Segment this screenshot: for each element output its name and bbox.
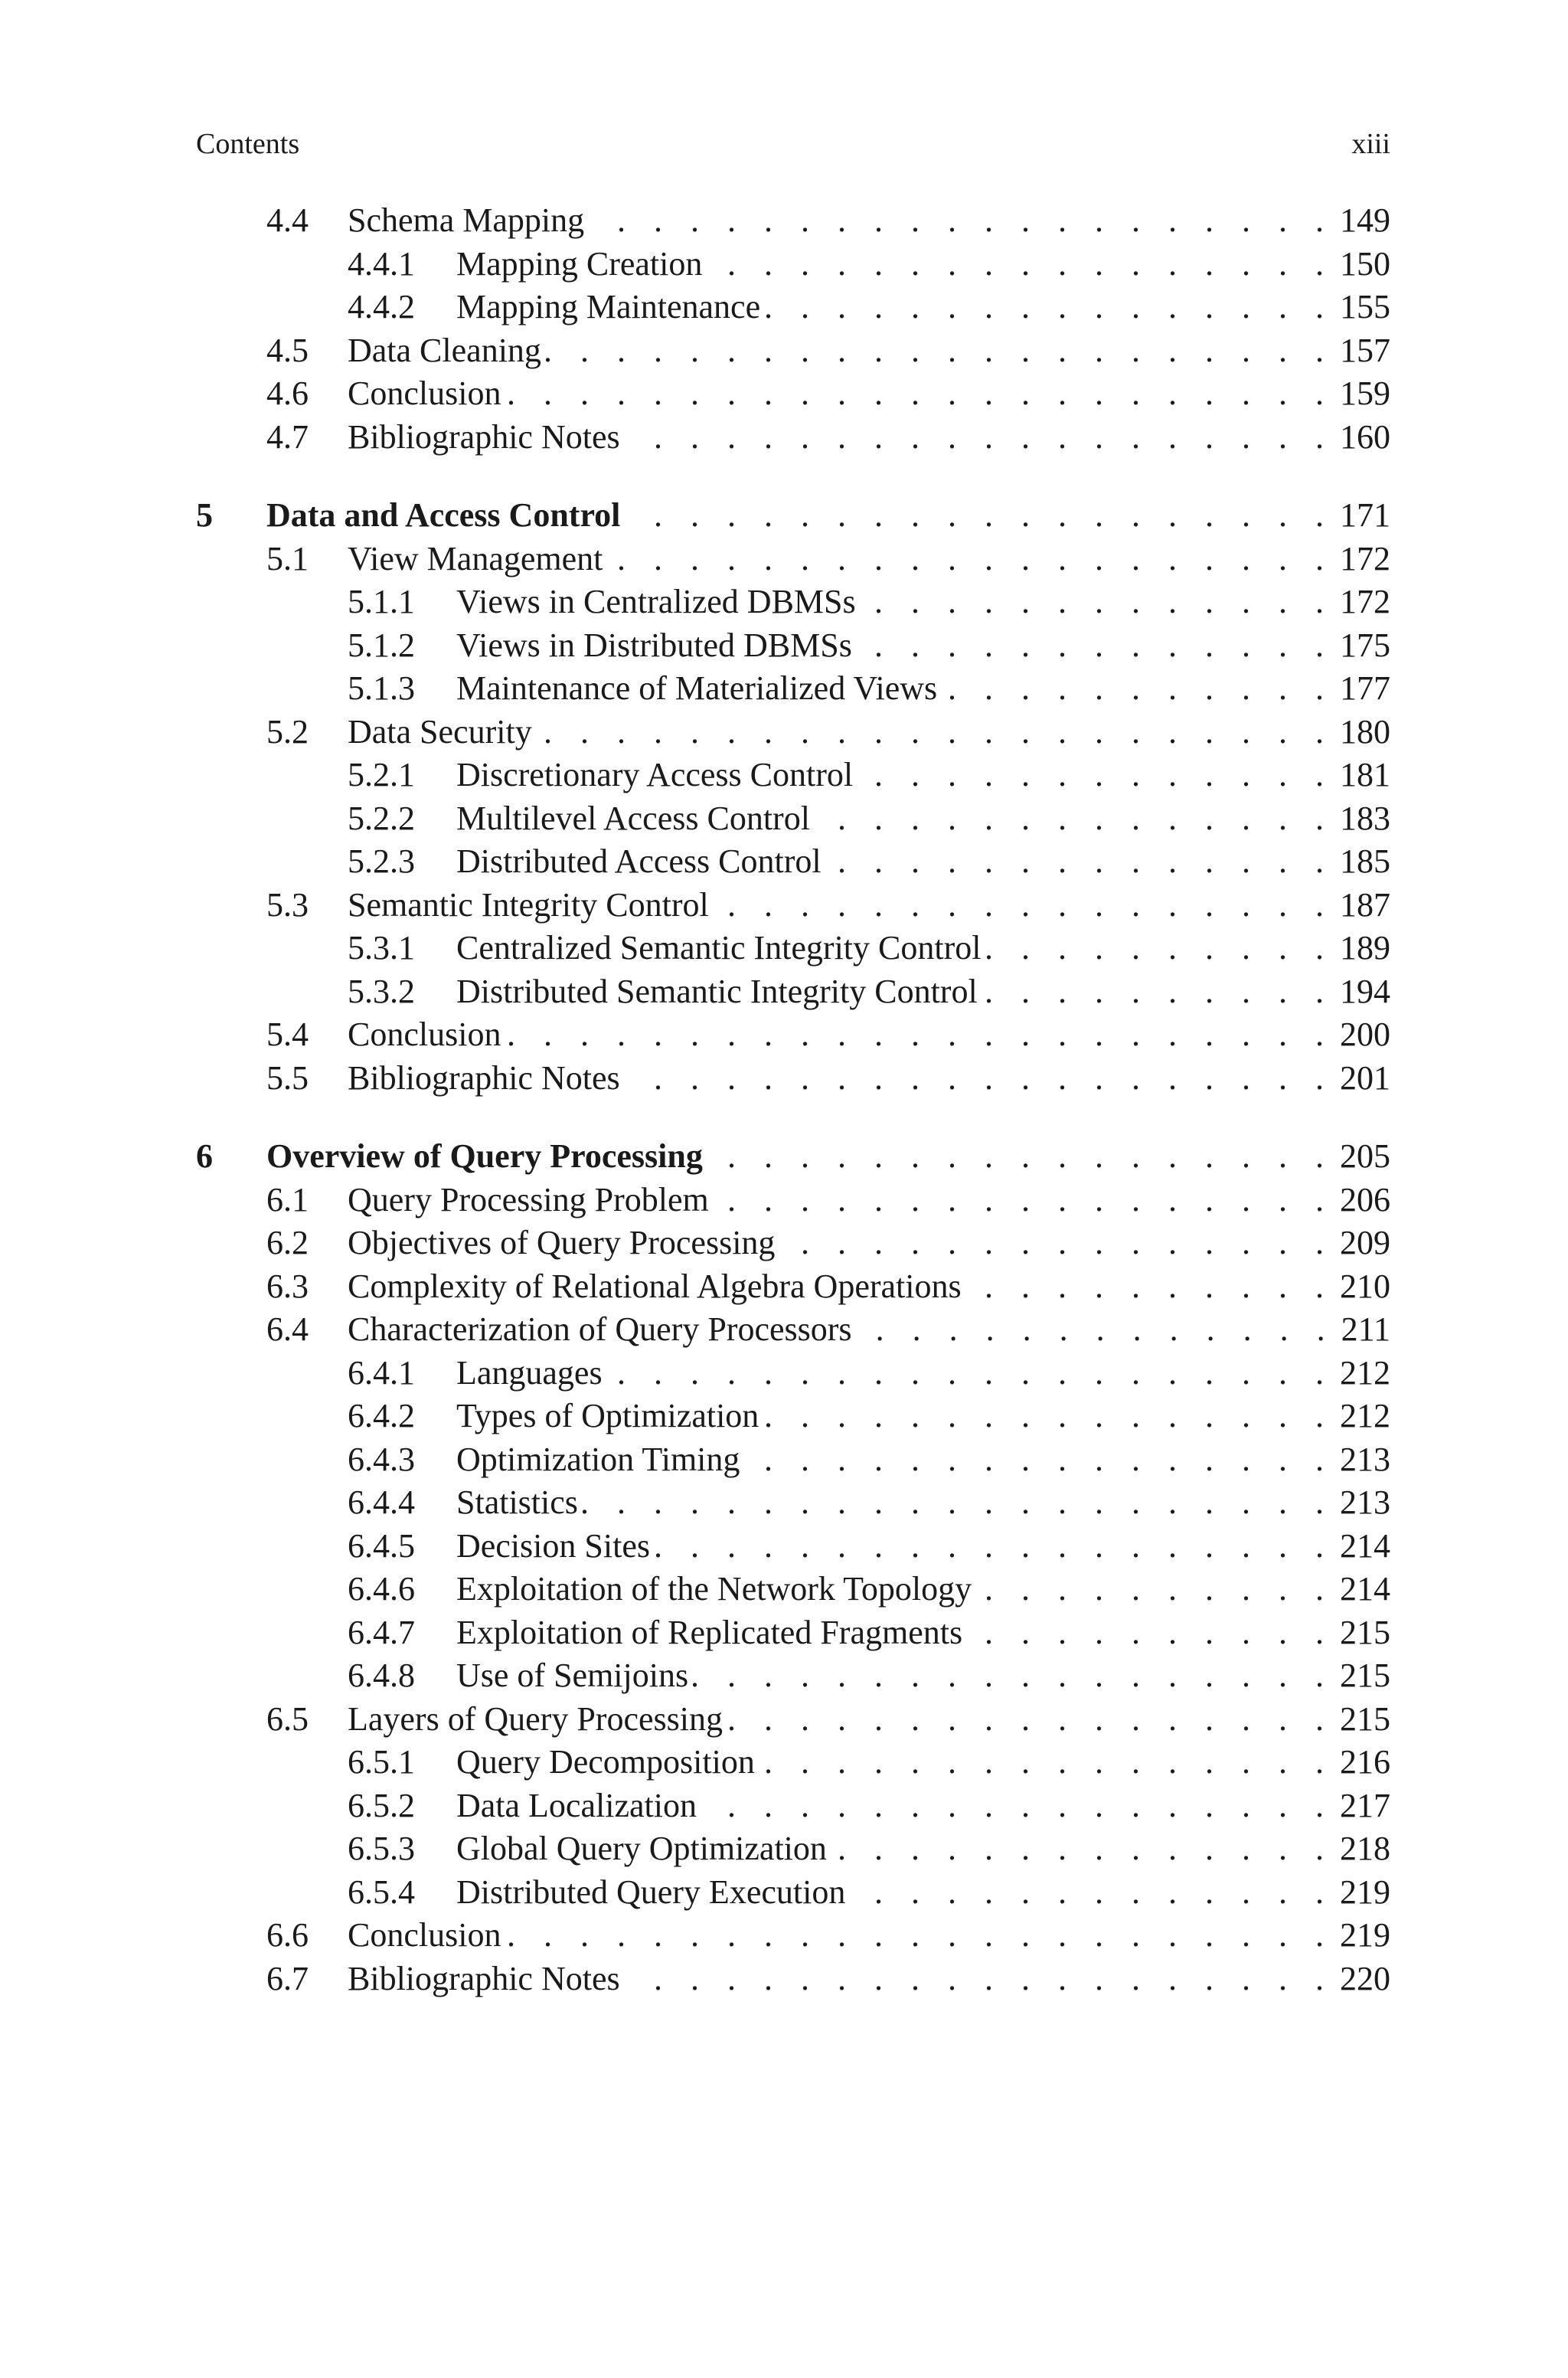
toc-entry-page: 155 — [1340, 288, 1390, 325]
toc-entry-line — [348, 1057, 1390, 1100]
toc-entry-line — [456, 624, 1390, 667]
toc-entry-title: Languages — [456, 1352, 607, 1395]
toc-entry-title: Maintenance of Materialized Views — [456, 667, 942, 710]
toc-entry-section[interactable] — [196, 1265, 1390, 1308]
toc-entry-section[interactable] — [196, 1698, 1390, 1741]
toc-entry-title: Distributed Access Control — [456, 840, 826, 883]
dot-leader — [815, 797, 1334, 840]
toc-entry-line — [348, 538, 1390, 581]
toc-entry-number: 4.6 — [266, 375, 309, 412]
toc-entry-subsection[interactable] — [196, 1438, 1390, 1481]
toc-entry-number: 6.4.3 — [348, 1441, 415, 1478]
toc-entry-number: 6.5.1 — [348, 1743, 415, 1781]
dot-leader — [858, 754, 1334, 796]
toc-entry-line — [348, 372, 1390, 415]
dot-leader — [625, 416, 1334, 459]
toc-entry-subsection[interactable] — [196, 1654, 1390, 1697]
dot-leader — [942, 667, 1334, 710]
toc-entry-line — [348, 329, 1390, 372]
toc-entry-number: 6.4.8 — [348, 1657, 415, 1694]
toc-entry-number: 6 — [196, 1137, 213, 1175]
toc-entry-subsection[interactable] — [196, 243, 1390, 286]
toc-entry-number: 5.5 — [266, 1059, 309, 1097]
running-head — [196, 127, 1390, 161]
toc-entry-number: 6.4.4 — [348, 1483, 415, 1521]
toc-entry-section[interactable] — [196, 1914, 1390, 1957]
toc-entry-line — [456, 1395, 1390, 1438]
toc-entry-subsection[interactable] — [196, 970, 1390, 1013]
dot-leader — [589, 199, 1334, 242]
toc-entry-page: 213 — [1340, 1441, 1390, 1478]
dot-leader — [583, 1481, 1334, 1524]
toc-entry-page: 205 — [1340, 1137, 1390, 1175]
toc-entry-subsection[interactable] — [196, 1352, 1390, 1395]
toc-entry-line — [456, 1352, 1390, 1395]
toc-entry-number: 6.5.3 — [348, 1830, 415, 1867]
toc-entry-line — [456, 1741, 1390, 1784]
toc-entry-section[interactable] — [196, 1958, 1390, 2000]
toc-entry-page: 160 — [1340, 418, 1390, 456]
toc-entry-title: Bibliographic Notes — [348, 1057, 625, 1100]
toc-entry-section[interactable] — [196, 1222, 1390, 1264]
running-head-title: Contents — [196, 128, 300, 160]
toc-entry-page: 212 — [1340, 1354, 1390, 1392]
toc-entry-line — [456, 797, 1390, 840]
toc-entry-number: 5.2 — [266, 713, 309, 751]
dot-leader — [607, 538, 1334, 581]
toc-entry-number: 6.6 — [266, 1916, 309, 1954]
dot-leader — [976, 1568, 1334, 1611]
toc-entry-title: Objectives of Query Processing — [348, 1222, 779, 1264]
toc-entry-title: Distributed Semantic Integrity Control — [456, 970, 982, 1013]
toc-entry-line — [456, 1654, 1390, 1697]
toc-entry-subsection[interactable] — [196, 1827, 1390, 1870]
toc-entry-line — [456, 286, 1390, 329]
toc-entry-title: Bibliographic Notes — [348, 416, 625, 459]
toc-entry-page: 218 — [1340, 1830, 1390, 1867]
dot-leader — [763, 1395, 1334, 1438]
toc-entry-chapter[interactable] — [196, 1135, 1390, 1178]
toc-entry-subsection[interactable] — [196, 927, 1390, 970]
toc-entry-number: 4.4 — [266, 201, 309, 239]
dot-leader — [505, 372, 1334, 415]
toc-entry-title: Mapping Maintenance — [456, 286, 765, 329]
dot-leader — [850, 1871, 1334, 1914]
dot-leader — [831, 1827, 1334, 1870]
dot-leader — [765, 286, 1334, 329]
toc-entry-line — [348, 711, 1390, 754]
toc-entry-subsection[interactable] — [196, 1481, 1390, 1524]
toc-entry-section[interactable] — [196, 538, 1390, 581]
dot-leader — [546, 329, 1334, 372]
dot-leader — [537, 711, 1334, 754]
dot-leader — [857, 624, 1334, 667]
toc-entry-subsection[interactable] — [196, 624, 1390, 667]
toc-entry-title: Types of Optimization — [456, 1395, 763, 1438]
toc-entry-number: 6.4.6 — [348, 1570, 415, 1608]
toc-entry-line — [348, 199, 1390, 242]
toc-entry-section[interactable] — [196, 416, 1390, 459]
toc-entry-number: 5.1.3 — [348, 669, 415, 707]
dot-leader — [655, 1525, 1334, 1568]
toc-entry-number: 6.5.4 — [348, 1873, 415, 1911]
toc-entry-title: Mapping Creation — [456, 243, 707, 286]
toc-entry-page: 214 — [1340, 1527, 1390, 1565]
toc-entry-line — [348, 1179, 1390, 1222]
dot-leader — [625, 1057, 1334, 1100]
dot-leader — [714, 1179, 1334, 1222]
toc-entry-subsection[interactable] — [196, 797, 1390, 840]
toc-entry-line — [456, 1784, 1390, 1827]
toc-entry-section[interactable] — [196, 711, 1390, 754]
toc-entry-title: Layers of Query Processing — [348, 1698, 727, 1741]
dot-leader — [505, 1013, 1334, 1056]
toc-entry-section[interactable] — [196, 1013, 1390, 1056]
toc-entry-line — [456, 1525, 1390, 1568]
toc-entry-page: 185 — [1340, 842, 1390, 880]
toc-entry-page: 220 — [1340, 1960, 1390, 1997]
toc-entry-page: 211 — [1341, 1310, 1390, 1348]
toc-entry-number: 6.4 — [266, 1310, 309, 1348]
toc-entry-page: 216 — [1340, 1743, 1390, 1781]
toc-entry-page: 159 — [1340, 375, 1390, 412]
toc-entry-number: 6.5.2 — [348, 1787, 415, 1824]
toc-entry-page: 181 — [1340, 756, 1390, 793]
toc-entry-section[interactable] — [196, 1308, 1390, 1351]
toc-entry-page: 175 — [1340, 626, 1390, 664]
toc-entry-line — [348, 1958, 1390, 2000]
toc-entry-section[interactable] — [196, 1179, 1390, 1222]
dot-leader — [760, 1741, 1334, 1784]
toc-entry-page: 219 — [1340, 1873, 1390, 1911]
toc-entry-section[interactable] — [196, 1057, 1390, 1100]
toc-entry-number: 5.3 — [266, 886, 309, 924]
toc-entry-subsection[interactable] — [196, 1568, 1390, 1611]
toc-entry-section[interactable] — [196, 372, 1390, 415]
toc-entry-line — [348, 1698, 1390, 1741]
toc-entry-number: 5.1.1 — [348, 583, 415, 620]
toc-entry-line — [348, 1013, 1390, 1056]
toc-entry-subsection[interactable] — [196, 754, 1390, 796]
page-number-roman: xiii — [1351, 128, 1390, 160]
dot-leader — [744, 1438, 1334, 1481]
toc-entry-line — [348, 1914, 1390, 1957]
toc-entry-subsection[interactable] — [196, 1784, 1390, 1827]
toc-entry-page: 209 — [1340, 1224, 1390, 1261]
toc-entry-title: Global Query Optimization — [456, 1827, 831, 1870]
toc-entry-line — [456, 1438, 1390, 1481]
dot-leader — [727, 1698, 1334, 1741]
toc-entry-line — [456, 581, 1390, 623]
toc-entry-line — [456, 1827, 1390, 1870]
dot-leader — [982, 970, 1334, 1013]
toc-entry-page: 189 — [1340, 929, 1390, 967]
toc-entry-subsection[interactable] — [196, 286, 1390, 329]
toc-entry-number: 4.4.1 — [348, 245, 415, 283]
toc-entry-title: Complexity of Relational Algebra Operations — [348, 1265, 966, 1308]
toc-entry-number: 6.2 — [266, 1224, 309, 1261]
dot-leader — [707, 1135, 1334, 1178]
toc-entry-page: 180 — [1340, 713, 1390, 751]
toc-entry-number: 5.2.3 — [348, 842, 415, 880]
toc-entry-line — [456, 970, 1390, 1013]
toc-entry-number: 5.1.2 — [348, 626, 415, 664]
toc-entry-title: Data Cleaning — [348, 329, 546, 372]
toc-entry-title: Exploitation of Replicated Fragments — [456, 1611, 967, 1654]
toc-entry-page: 150 — [1340, 245, 1390, 283]
toc-entry-page: 183 — [1340, 800, 1390, 837]
toc-entry-section[interactable] — [196, 199, 1390, 242]
toc-entry-title: Centralized Semantic Integrity Control — [456, 927, 985, 970]
toc-entry-page: 215 — [1340, 1700, 1390, 1738]
toc-entry-subsection[interactable] — [196, 667, 1390, 710]
toc-entry-page: 157 — [1340, 332, 1390, 369]
toc-entry-page: 215 — [1340, 1614, 1390, 1651]
toc-entry-line — [348, 416, 1390, 459]
dot-leader — [625, 1958, 1334, 2000]
toc-entry-title: Data Localization — [456, 1784, 701, 1827]
dot-leader — [714, 884, 1334, 927]
dot-leader — [861, 581, 1334, 623]
toc-entry-number: 4.5 — [266, 332, 309, 369]
toc-entry-line — [348, 1308, 1390, 1351]
dot-leader — [826, 840, 1334, 883]
toc-entry-line — [456, 1871, 1390, 1914]
toc-entry-page: 212 — [1340, 1397, 1390, 1434]
toc-entry-page: 177 — [1340, 669, 1390, 707]
toc-entry-title: Data and Access Control — [266, 494, 625, 537]
toc-entry-title: Overview of Query Processing — [266, 1135, 707, 1178]
toc-entry-subsection[interactable] — [196, 1395, 1390, 1438]
toc-entry-title: Views in Distributed DBMSs — [456, 624, 857, 667]
toc-entry-section[interactable] — [196, 884, 1390, 927]
toc-entry-title: Characterization of Query Processors — [348, 1308, 857, 1351]
toc-entry-page: 206 — [1340, 1181, 1390, 1218]
dot-leader — [966, 1265, 1334, 1308]
toc-entry-number: 5.3.2 — [348, 973, 415, 1010]
toc-entry-page: 201 — [1340, 1059, 1390, 1097]
toc-entry-title: Query Decomposition — [456, 1741, 760, 1784]
toc-entry-page: 214 — [1340, 1570, 1390, 1608]
toc-entry-subsection[interactable] — [196, 1611, 1390, 1654]
toc-entry-line — [456, 754, 1390, 796]
toc-entry-line — [348, 1222, 1390, 1264]
toc-entry-title: Discretionary Access Control — [456, 754, 858, 796]
dot-leader — [505, 1914, 1334, 1957]
dot-leader — [607, 1352, 1334, 1395]
dot-leader — [693, 1654, 1334, 1697]
toc-entry-number: 5.2.1 — [348, 756, 415, 793]
dot-leader — [857, 1308, 1335, 1351]
toc-entry-title: View Management — [348, 538, 607, 581]
toc-entry-number: 6.4.5 — [348, 1527, 415, 1565]
toc-entry-title: Query Processing Problem — [348, 1179, 714, 1222]
toc-entry-page: 217 — [1340, 1787, 1390, 1824]
toc-entry-number: 6.4.2 — [348, 1397, 415, 1434]
toc-entry-line — [348, 1265, 1390, 1308]
toc-entry-page: 215 — [1340, 1657, 1390, 1694]
toc-entry-title: Distributed Query Execution — [456, 1871, 850, 1914]
dot-leader — [625, 494, 1334, 537]
toc-entry-section[interactable] — [196, 329, 1390, 372]
toc-entry-chapter[interactable] — [196, 494, 1390, 537]
toc-entry-number: 6.4.1 — [348, 1354, 415, 1392]
toc-entry-title: Bibliographic Notes — [348, 1958, 625, 2000]
toc-entry-line — [456, 1568, 1390, 1611]
toc-entry-title: Decision Sites — [456, 1525, 655, 1568]
toc-entry-title: Views in Centralized DBMSs — [456, 581, 861, 623]
toc-entry-number: 4.7 — [266, 418, 309, 456]
toc-entry-number: 6.4.7 — [348, 1614, 415, 1651]
toc-entry-line — [456, 667, 1390, 710]
toc-entry-number: 6.7 — [266, 1960, 309, 1997]
toc-entry-page: 200 — [1340, 1016, 1390, 1053]
toc-entry-title: Semantic Integrity Control — [348, 884, 714, 927]
toc-entry-subsection[interactable] — [196, 1525, 1390, 1568]
toc-entry-page: 149 — [1340, 201, 1390, 239]
toc-entry-subsection[interactable] — [196, 840, 1390, 883]
toc-entry-title: Conclusion — [348, 372, 505, 415]
toc-entry-number: 5.1 — [266, 540, 309, 577]
toc-entry-title: Use of Semijoins — [456, 1654, 693, 1697]
dot-leader — [707, 243, 1334, 286]
toc-entry-title: Conclusion — [348, 1914, 505, 1957]
toc-entry-line — [456, 840, 1390, 883]
toc-entry-title: Multilevel Access Control — [456, 797, 815, 840]
toc-entry-title: Statistics — [456, 1481, 583, 1524]
toc-entry-subsection[interactable] — [196, 581, 1390, 623]
toc-entry-line — [348, 884, 1390, 927]
toc-entry-title: Optimization Timing — [456, 1438, 744, 1481]
toc-entry-line — [266, 1135, 1390, 1178]
toc-entry-number: 5 — [196, 496, 213, 534]
toc-entry-title: Schema Mapping — [348, 199, 589, 242]
toc-entry-number: 6.3 — [266, 1268, 309, 1305]
toc-entry-title: Conclusion — [348, 1013, 505, 1056]
toc-entry-number: 6.1 — [266, 1181, 309, 1218]
toc-entry-subsection[interactable] — [196, 1741, 1390, 1784]
toc-entry-line — [266, 494, 1390, 537]
toc-entry-line — [456, 1481, 1390, 1524]
toc-entry-title: Exploitation of the Network Topology — [456, 1568, 976, 1611]
toc-entry-title: Data Security — [348, 711, 537, 754]
toc-entry-page: 210 — [1340, 1268, 1390, 1305]
toc-entry-number: 6.5 — [266, 1700, 309, 1738]
toc-entry-subsection[interactable] — [196, 1871, 1390, 1914]
dot-leader — [967, 1611, 1334, 1654]
toc-entry-line — [456, 1611, 1390, 1654]
toc-entry-page: 172 — [1340, 583, 1390, 620]
toc-entry-page: 171 — [1340, 496, 1390, 534]
toc-entry-number: 5.2.2 — [348, 800, 415, 837]
toc-entry-page: 194 — [1340, 973, 1390, 1010]
toc-entry-number: 4.4.2 — [348, 288, 415, 325]
toc-entry-page: 172 — [1340, 540, 1390, 577]
toc-entry-page: 187 — [1340, 886, 1390, 924]
toc-entry-page: 213 — [1340, 1483, 1390, 1521]
dot-leader — [985, 927, 1334, 970]
toc-entry-line — [456, 243, 1390, 286]
toc-entry-page: 219 — [1340, 1916, 1390, 1954]
toc-entry-number: 5.4 — [266, 1016, 309, 1053]
toc-entry-line — [456, 927, 1390, 970]
toc-entry-number: 5.3.1 — [348, 929, 415, 967]
dot-leader — [779, 1222, 1334, 1264]
dot-leader — [701, 1784, 1334, 1827]
